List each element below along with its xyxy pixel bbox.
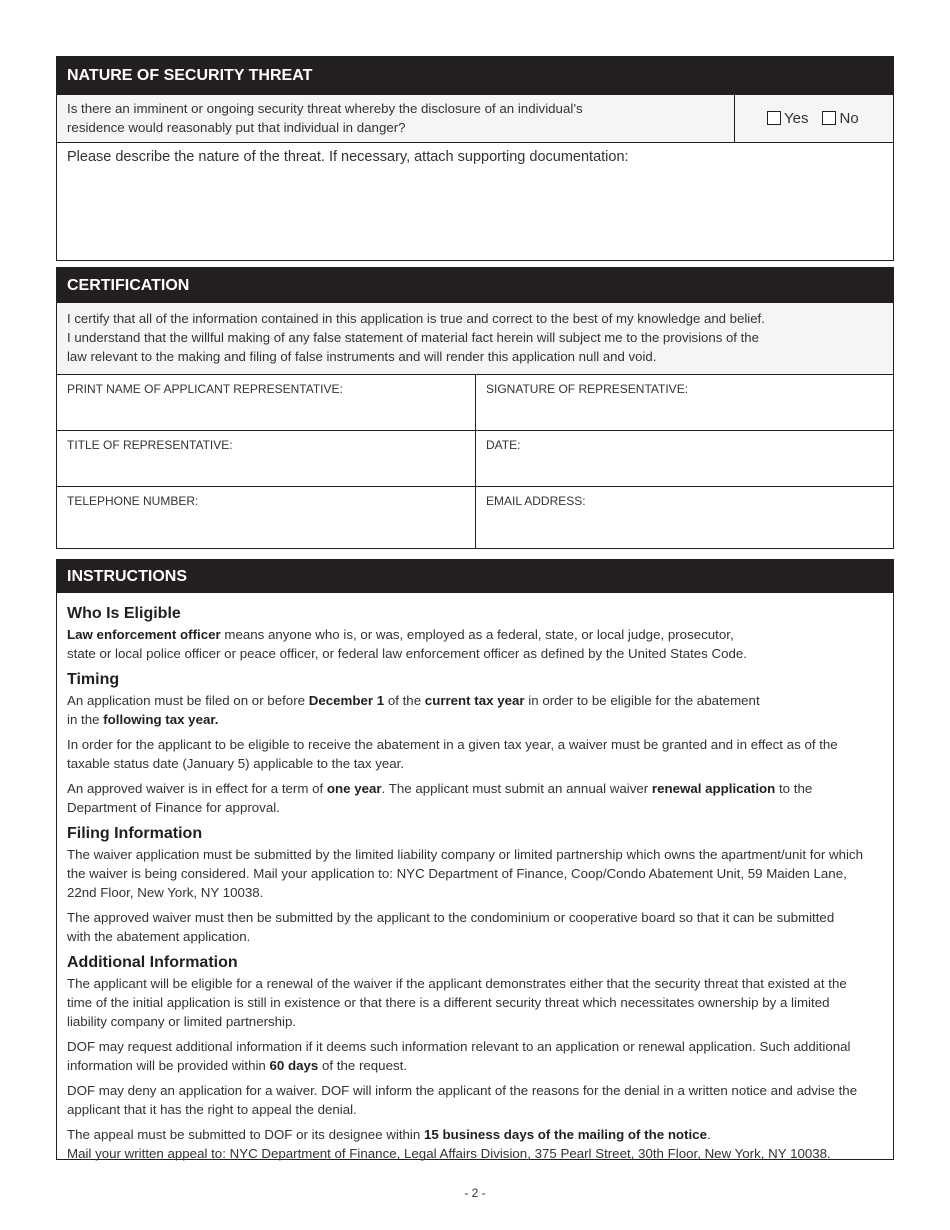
date-field[interactable] <box>475 431 893 486</box>
title-field[interactable] <box>57 431 475 486</box>
threat-question-row <box>57 94 893 143</box>
additional-paragraph-4: The appeal must be submitted to DOF or its designee within 15 business days of the mailing of the notice. Mail your written appeal to: NYC Department of Finance, Legal Affairs Division, 375 Pearl Street, 30th Floor, New York, NY 10038. <box>67 1127 831 1161</box>
timing-heading: Timing <box>67 671 120 688</box>
telephone-field[interactable] <box>57 487 475 549</box>
telephone-label: TELEPHONE NUMBER: <box>67 494 199 508</box>
additional-paragraph-1: The applicant will be eligible for a renewal of the waiver if the applicant demonstrates either that the security threat that existed at the time of the initial application is still in existence or that there is a different security threat which necessitates ownership by a limited liability company or limited partnership. <box>67 976 847 1029</box>
no-option[interactable] <box>822 110 858 127</box>
additional-paragraph-2: DOF may request additional information if it deems such information relevant to an application or renewal application. Such additional information will be provided within 60 days of the request. <box>67 1039 851 1073</box>
threat-description-label: Please describe the nature of the threat. If necessary, attach supporting documentation: <box>67 149 629 165</box>
signature-field[interactable] <box>475 375 893 430</box>
threat-question: Is there an imminent or ongoing security threat whereby the disclosure of an individual’s residence would reasonably put that individual in danger? <box>67 101 583 135</box>
signature-label: SIGNATURE OF REPRESENTATIVE: <box>486 382 689 396</box>
page-number: - 2 - <box>464 1186 486 1200</box>
cert-row-title <box>57 431 893 487</box>
security-threat-section <box>56 56 894 261</box>
no-checkbox[interactable] <box>822 111 836 125</box>
additional-heading: Additional Information <box>67 954 238 971</box>
timing-paragraph-3: An approved waiver is in effect for a term of one year. The applicant must submit an annual waiver renewal application to the Department of Finance for approval. <box>67 781 813 815</box>
threat-description-field[interactable] <box>57 143 893 171</box>
no-label: No <box>839 110 859 127</box>
timing-paragraph-1: An application must be filed on or before December 1 of the current tax year in order to be eligible for the abatement in the following tax year. <box>67 693 760 727</box>
security-threat-heading: NATURE OF SECURITY THREAT <box>57 57 893 94</box>
eligible-heading: Who Is Eligible <box>67 605 181 622</box>
additional-paragraph-3: DOF may deny an application for a waiver. DOF will inform the applicant of the reasons for the denial in a written notice and advise the applicant that it has the right to appeal the denial. <box>67 1083 858 1117</box>
filing-paragraph-2: The approved waiver must then be submitted by the applicant to the condominium or cooperative board so that it can be submitted with the abatement application. <box>67 910 835 944</box>
cert-row-name <box>57 375 893 431</box>
print-name-field[interactable] <box>57 375 475 430</box>
certification-section <box>56 267 894 549</box>
timing-paragraph-2: In order for the applicant to be eligible to receive the abatement in a given tax year, a waiver must be granted and in effect as of the taxable status date (January 5) applicable to the tax year. <box>67 737 838 771</box>
instructions-section <box>56 559 894 1160</box>
instructions-heading: INSTRUCTIONS <box>57 560 893 593</box>
yes-checkbox[interactable] <box>767 111 781 125</box>
yes-option[interactable] <box>767 110 808 127</box>
eligible-paragraph: Law enforcement officer means anyone who is, or was, employed as a federal, state, or local judge, prosecutor, state or local police officer or peace officer, or federal law enforcement officer as defined by the United States Code. <box>67 627 748 661</box>
title-label: TITLE OF REPRESENTATIVE: <box>67 438 233 452</box>
yes-label: Yes <box>784 110 809 127</box>
threat-answer-options <box>734 95 893 142</box>
filing-heading: Filing Information <box>67 825 203 842</box>
filing-paragraph-1: The waiver application must be submitted by the limited liability company or limited partnership which owns the apartment/unit for which the waiver is being considered. Mail your application to: NYC Department of Finance, Coop/Condo Abatement Unit, 59 Maiden Lane, 22nd Floor, New York, NY 10038. <box>67 847 863 900</box>
print-name-label: PRINT NAME OF APPLICANT REPRESENTATIVE: <box>67 382 343 396</box>
instructions-body <box>57 593 893 1163</box>
cert-row-contact <box>57 487 893 549</box>
certification-statement: I certify that all of the information contained in this application is true and correct to the best of my knowledge and belief. I understand that the willful making of any false statement of material fact herein will subject me to the provisions of the law relevant to the making and filing of false instruments and will render this application null and void. <box>57 303 893 375</box>
date-label: DATE: <box>486 438 521 452</box>
email-field[interactable] <box>475 487 893 549</box>
email-label: EMAIL ADDRESS: <box>486 494 586 508</box>
certification-heading: CERTIFICATION <box>57 268 893 303</box>
